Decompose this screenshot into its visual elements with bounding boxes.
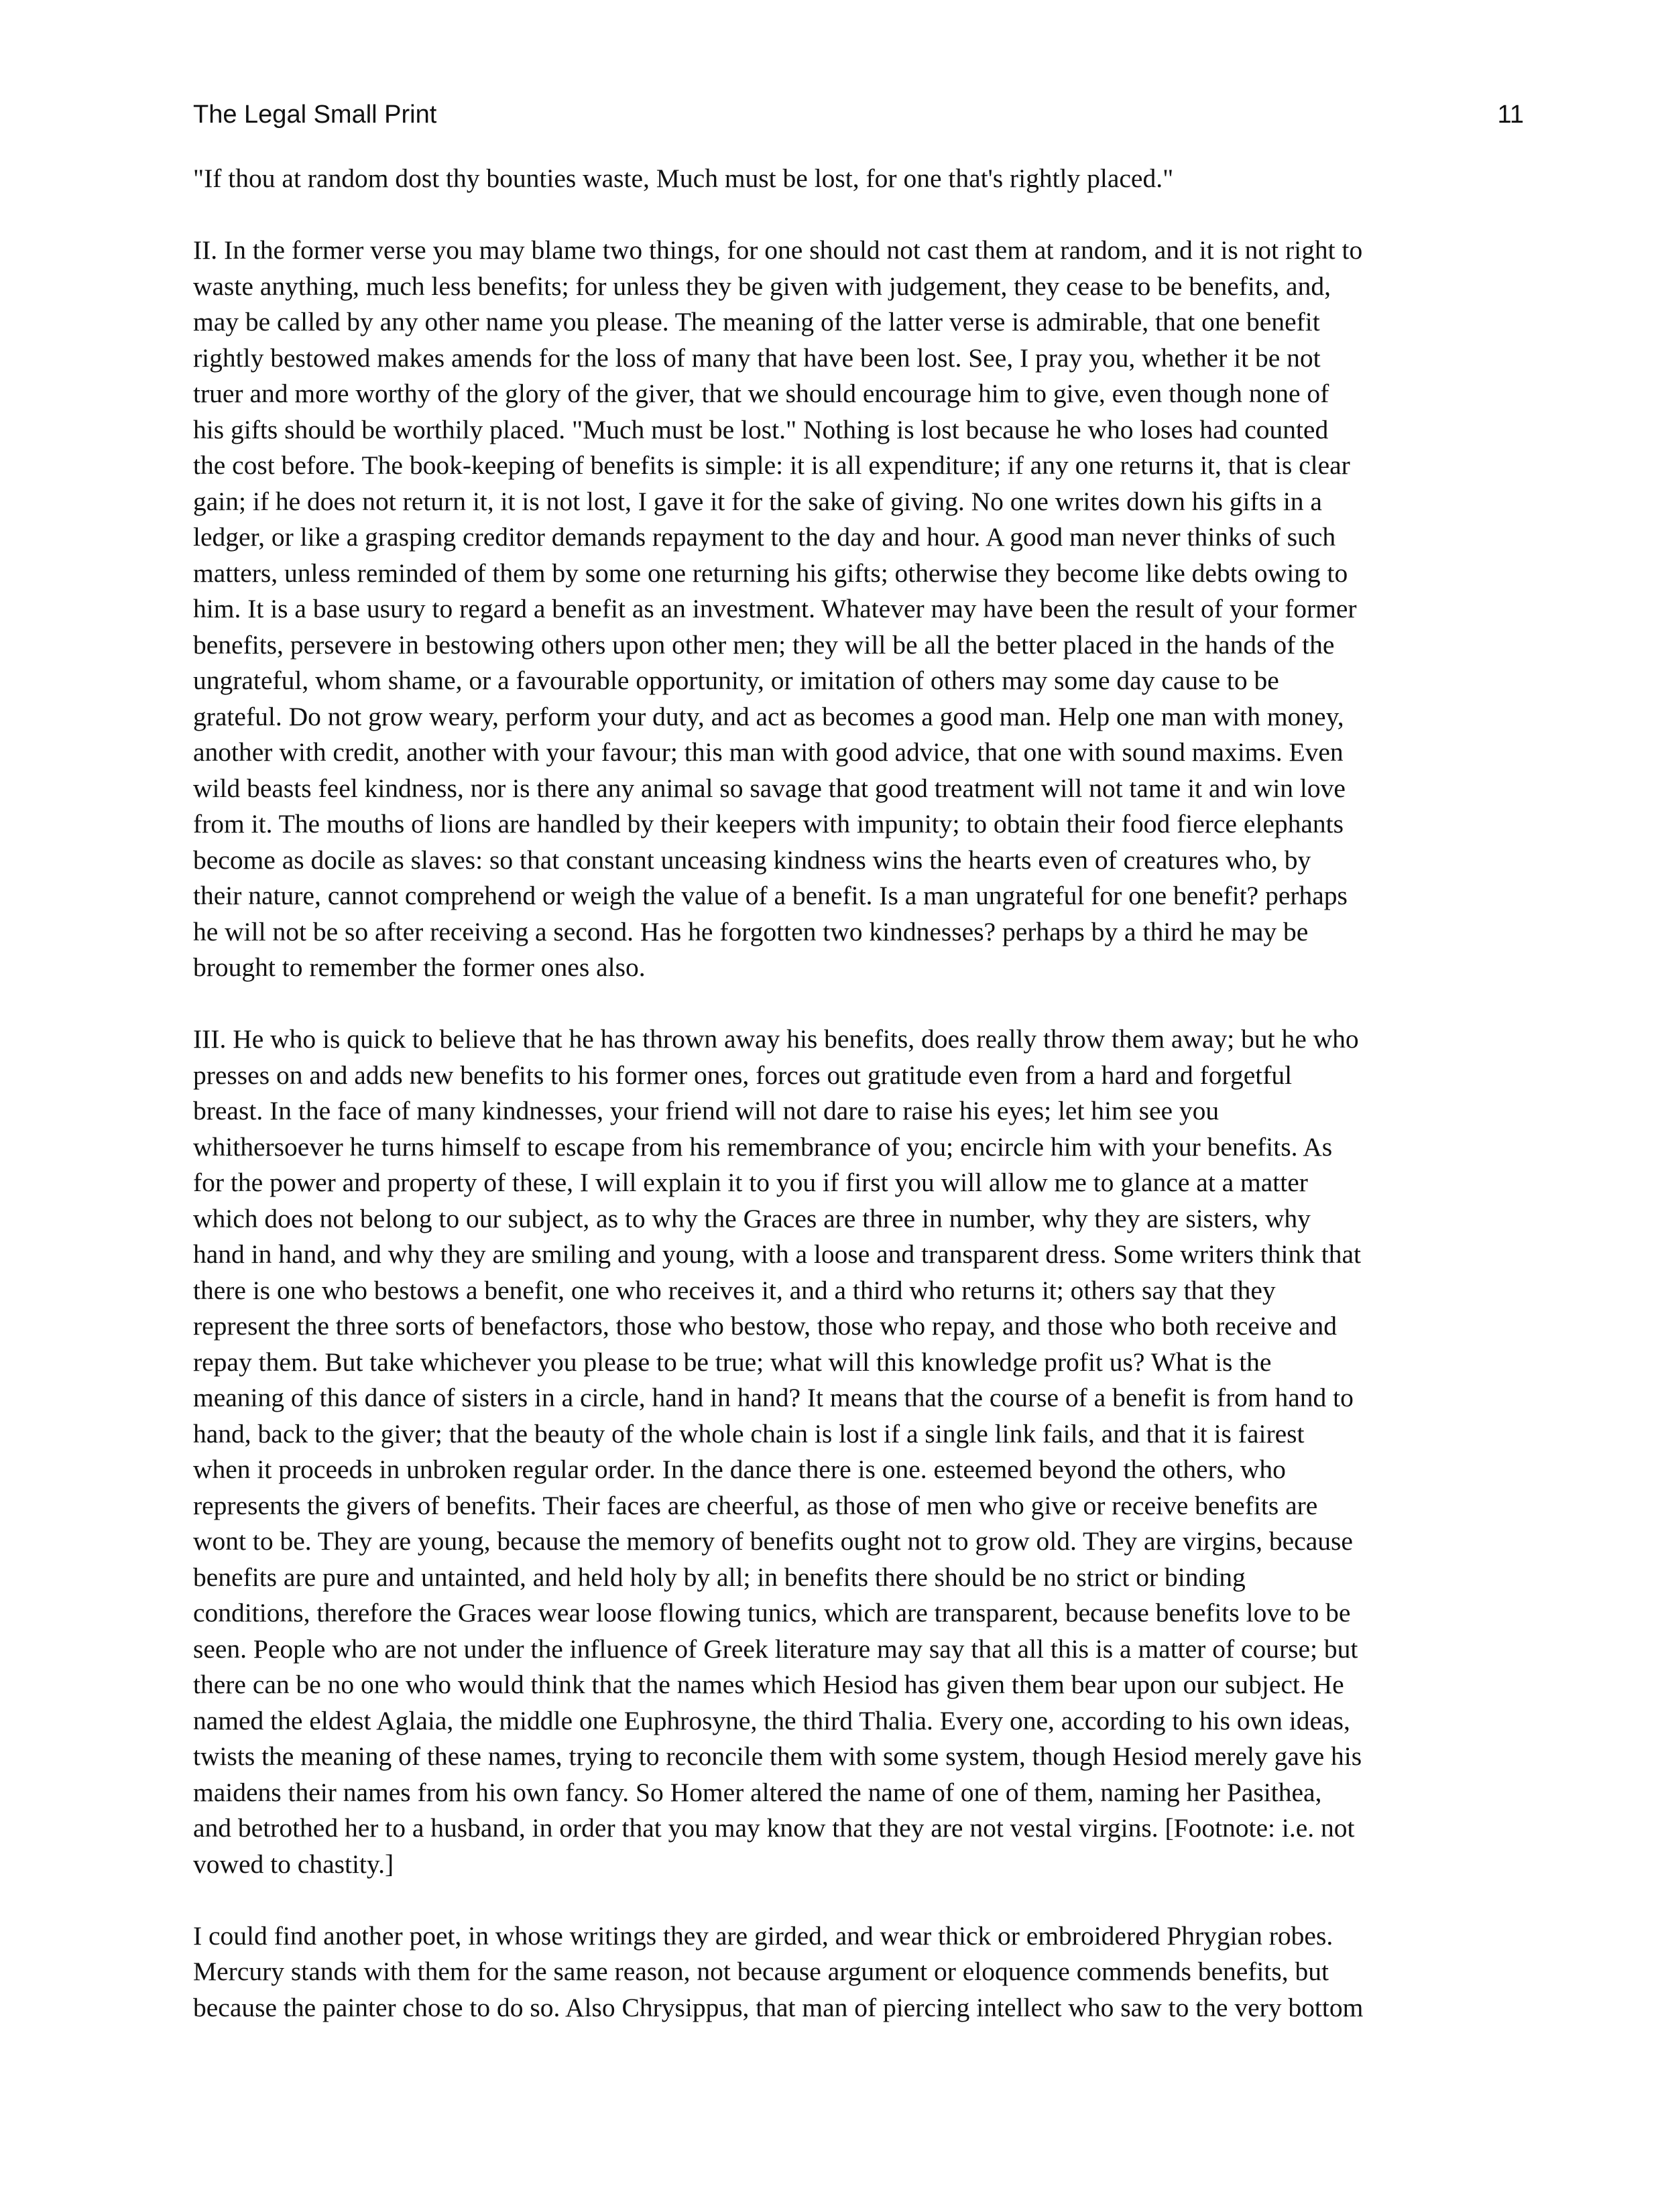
header-title: The Legal Small Print <box>193 101 437 129</box>
running-header <box>193 101 1524 141</box>
paragraph-section-ii: II. In the former verse you may blame two things, for one should not cast them at random, and it is not right to waste anything, much less benefits; for unless they be given with judgement, they cease to be benefits, and, may be called by any other name you please. The meaning of the latter verse is admirable, that one benefit rightly bestowed makes amends for the loss of many that have been lost. See, I pray you, whether it be not truer and more worthy of the glory of the giver, that we should encourage him to give, even though none of his gifts should be worthily placed. "Much must be lost." Nothing is lost because he who loses had counted the cost before. The book-keeping of benefits is simple: it is all expenditure; if any one returns it, that is clear gain; if he does not return it, it is not lost, I gave it for the sake of giving. No one writes down his gifts in a ledger, or like a grasping creditor demands repayment to the day and hour. A good man never thinks of such matters, unless reminded of them by some one returning his gifts; otherwise they become like debts owing to him. It is a base usury to regard a benefit as an investment. Whatever may have been the result of your former benefits, persevere in bestowing others upon other men; they will be all the better placed in the hands of the ungrateful, whom shame, or a favourable opportunity, or imitation of others may some day cause to be grateful. Do not grow weary, perform your duty, and act as becomes a good man. Help one man with money, another with credit, another with your favour; this man with good advice, that one with sound maxims. Even wild beasts feel kindness, nor is there any animal so savage that good treatment will not tame it and win love from it. The mouths of lions are handled by their keepers with impunity; to obtain their food fierce elephants become as docile as slaves: so that constant unceasing kindness wins the hearts even of creatures who, by their nature, cannot comprehend or weigh the value of a benefit. Is a man ungrateful for one benefit? perhaps he will not be so after receiving a second. Has he forgotten two kindnesses? perhaps by a third he may be brought to remember the former ones also. <box>193 235 1363 982</box>
body-text <box>193 161 1524 2026</box>
page-number: 11 <box>1497 101 1524 129</box>
paragraph-verse-quote: "If thou at random dost thy bounties waste, Much must be lost, for one that's rightly placed." <box>193 164 1174 193</box>
paragraph-section-iii: III. He who is quick to believe that he has thrown away his benefits, does really throw them away; but he who presses on and adds new benefits to his former ones, forces out gratitude even from a hard and forgetful breast. In the face of many kindnesses, your friend will not dare to raise his eyes; let him see you whithersoever he turns himself to escape from his remembrance of you; encircle him with your benefits. As for the power and property of these, I will explain it to you if first you will allow me to glance at a matter which does not belong to our subject, as to why the Graces are three in number, why they are sisters, why hand in hand, and why they are smiling and young, with a loose and transparent dress. Some writers think that there is one who bestows a benefit, one who receives it, and a third who returns it; others say that they represent the three sorts of benefactors, those who bestow, those who repay, and those who both receive and repay them. But take whichever you please to be true; what will this knowledge profit us? What is the meaning of this dance of sisters in a circle, hand in hand? It means that the course of a benefit is from hand to hand, back to the giver; that the beauty of the whole chain is lost if a single link fails, and that it is fairest when it proceeds in unbroken regular order. In the dance there is one. esteemed beyond the others, who represents the givers of benefits. Their faces are cheerful, as those of men who give or receive benefits are wont to be. They are young, because the memory of benefits ought not to grow old. They are virgins, because benefits are pure and untainted, and held holy by all; in benefits there should be no strict or binding conditions, therefore the Graces wear loose flowing tunics, which are transparent, because benefits love to be seen. People who are not under the influence of Greek literature may say that all this is a matter of course; but there can be no one who would think that the names which Hesiod has given them bear upon our subject. He named the eldest Aglaia, the middle one Euphrosyne, the third Thalia. Every one, according to his own ideas, twists the meaning of these names, trying to reconcile them with some system, though Hesiod merely gave his maidens their names from his own fancy. So Homer altered the name of one of them, naming her Pasithea, and betrothed her to a husband, in order that you may know that they are not vestal virgins. [Footnote: i.e. not vowed to chastity.] <box>193 1024 1362 1879</box>
paragraph-another-poet: I could find another poet, in whose writings they are girded, and wear thick or embroidered Phrygian robes. Mercury stands with them for the same reason, not because argument or eloquence commends benefits, but because the painter chose to do so. Also Chrysippus, that man of piercing intellect who saw to the very bottom <box>193 1920 1364 2022</box>
